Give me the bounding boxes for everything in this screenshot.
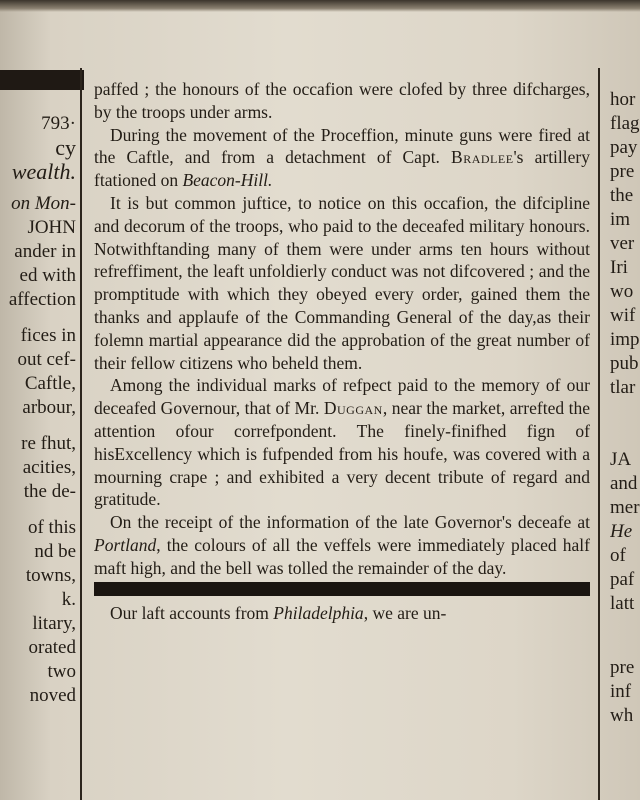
- place-name: Portland: [94, 534, 157, 555]
- place-name: Beacon-Hill.: [182, 170, 273, 191]
- page-top-edge: [0, 0, 640, 12]
- right-line: pre: [610, 657, 635, 678]
- left-line: noved: [29, 685, 76, 706]
- left-line: on Mon-: [11, 193, 76, 214]
- paragraph-text: , the colours of all the veffels were immediately placed half maft high, and the bell was tolled the remainder of the day.: [94, 534, 590, 578]
- left-line: litary,: [32, 613, 76, 634]
- right-line: paf: [610, 569, 635, 590]
- left-line: the de-: [23, 481, 76, 502]
- right-line: the: [610, 185, 634, 206]
- paragraph: [94, 374, 590, 511]
- right-line: latt: [610, 593, 635, 614]
- left-line: ander in: [14, 241, 76, 262]
- right-line: pub: [610, 353, 639, 374]
- paragraph-text: On the receipt of the information of the late Governor's deceafe at: [110, 512, 590, 533]
- left-column: [0, 112, 76, 800]
- right-line: of: [610, 545, 626, 566]
- section-divider: [94, 582, 590, 596]
- right-line: inf: [610, 681, 632, 702]
- right-line: wh: [610, 705, 634, 726]
- left-line: affection: [8, 289, 76, 310]
- right-line: JA: [610, 449, 632, 470]
- left-line: k.: [61, 589, 76, 610]
- left-line: 793·: [41, 113, 76, 134]
- left-line: re fhut,: [21, 433, 76, 454]
- paragraph: [94, 511, 590, 579]
- left-line: two: [47, 661, 76, 682]
- left-line: out cef-: [17, 349, 76, 370]
- right-line: and: [610, 473, 638, 494]
- right-line: pay: [610, 137, 638, 158]
- person-name: Bradlee: [451, 147, 514, 168]
- right-line: im: [610, 209, 631, 230]
- person-name: Duggan: [323, 398, 383, 419]
- right-line: flag: [610, 113, 640, 134]
- left-line: acities,: [22, 457, 76, 478]
- right-line: wif: [610, 305, 636, 326]
- paragraph: [94, 78, 590, 124]
- left-line: ed with: [19, 265, 76, 286]
- left-line: towns,: [25, 565, 76, 586]
- left-line: arbour,: [22, 397, 76, 418]
- paragraph-text: It is but common juftice, to notice on this occafion, the difcipline and decorum of the troops, who paid to the deceafed military honours. Notwithftanding many of them were under arms ten hours without refreffiment, the leaft unfoldierly conduct was not difcovered ; and the promptitude with which they obeyed every order, gained them the thanks and applaufe of the Commanding General of the day,as their folemn martial appearance did the approbation of the great number of their fellow citizens who beheld them.: [94, 192, 590, 373]
- paragraph: [94, 602, 590, 625]
- right-line: hor: [610, 89, 636, 110]
- left-line: Caftle,: [24, 373, 76, 394]
- paragraph-text: Among the individual marks of refpect paid to the memory of our deceafed Governour, that of Mr.: [94, 375, 590, 419]
- paragraph-text: , we are un-: [363, 602, 447, 623]
- right-line: tlar: [610, 377, 636, 398]
- left-line: of this: [27, 517, 76, 538]
- left-line: wealth.: [11, 159, 76, 184]
- paragraph-text: During the movement of the Proceffion, minute guns were fired at the Caftle, and from a detachment of Capt.: [94, 124, 590, 168]
- right-line: He: [610, 521, 633, 542]
- paragraph: [94, 124, 590, 192]
- right-line: ver: [610, 233, 635, 254]
- right-column: [610, 88, 640, 800]
- left-line: orated: [28, 637, 76, 658]
- paragraph: [94, 192, 590, 374]
- column-rule-left: [80, 68, 82, 800]
- paragraph-text: Our laft accounts from: [110, 602, 274, 623]
- right-line: wo: [610, 281, 634, 302]
- place-name: Philadelphia: [273, 602, 364, 623]
- paragraph-text: , near the market, arrefted the attention ofour correfpondent. The finely-finifhed fign of hisExcellency which is fufpended from his houfe, was covered with a mourning crape ; and exhibited a very decent tribute of regard and gratitude.: [94, 398, 590, 510]
- paragraph-text: 's artillery ftationed on: [94, 147, 590, 191]
- paragraph-text: paffed ; the honours of the occafion were clofed by three difcharges, by the troops under arms.: [94, 79, 590, 122]
- right-line: pre: [610, 161, 635, 182]
- right-line: imp: [610, 329, 640, 350]
- left-line: fices in: [20, 325, 76, 346]
- left-line: JOHN: [27, 217, 76, 238]
- left-line: nd be: [34, 541, 76, 562]
- column-rule-right: [598, 68, 600, 800]
- ornament-bar: [0, 70, 84, 90]
- article-column: [94, 78, 590, 800]
- left-line: cy: [55, 135, 76, 160]
- right-line: mer: [610, 497, 640, 518]
- right-line: Iri: [610, 257, 628, 278]
